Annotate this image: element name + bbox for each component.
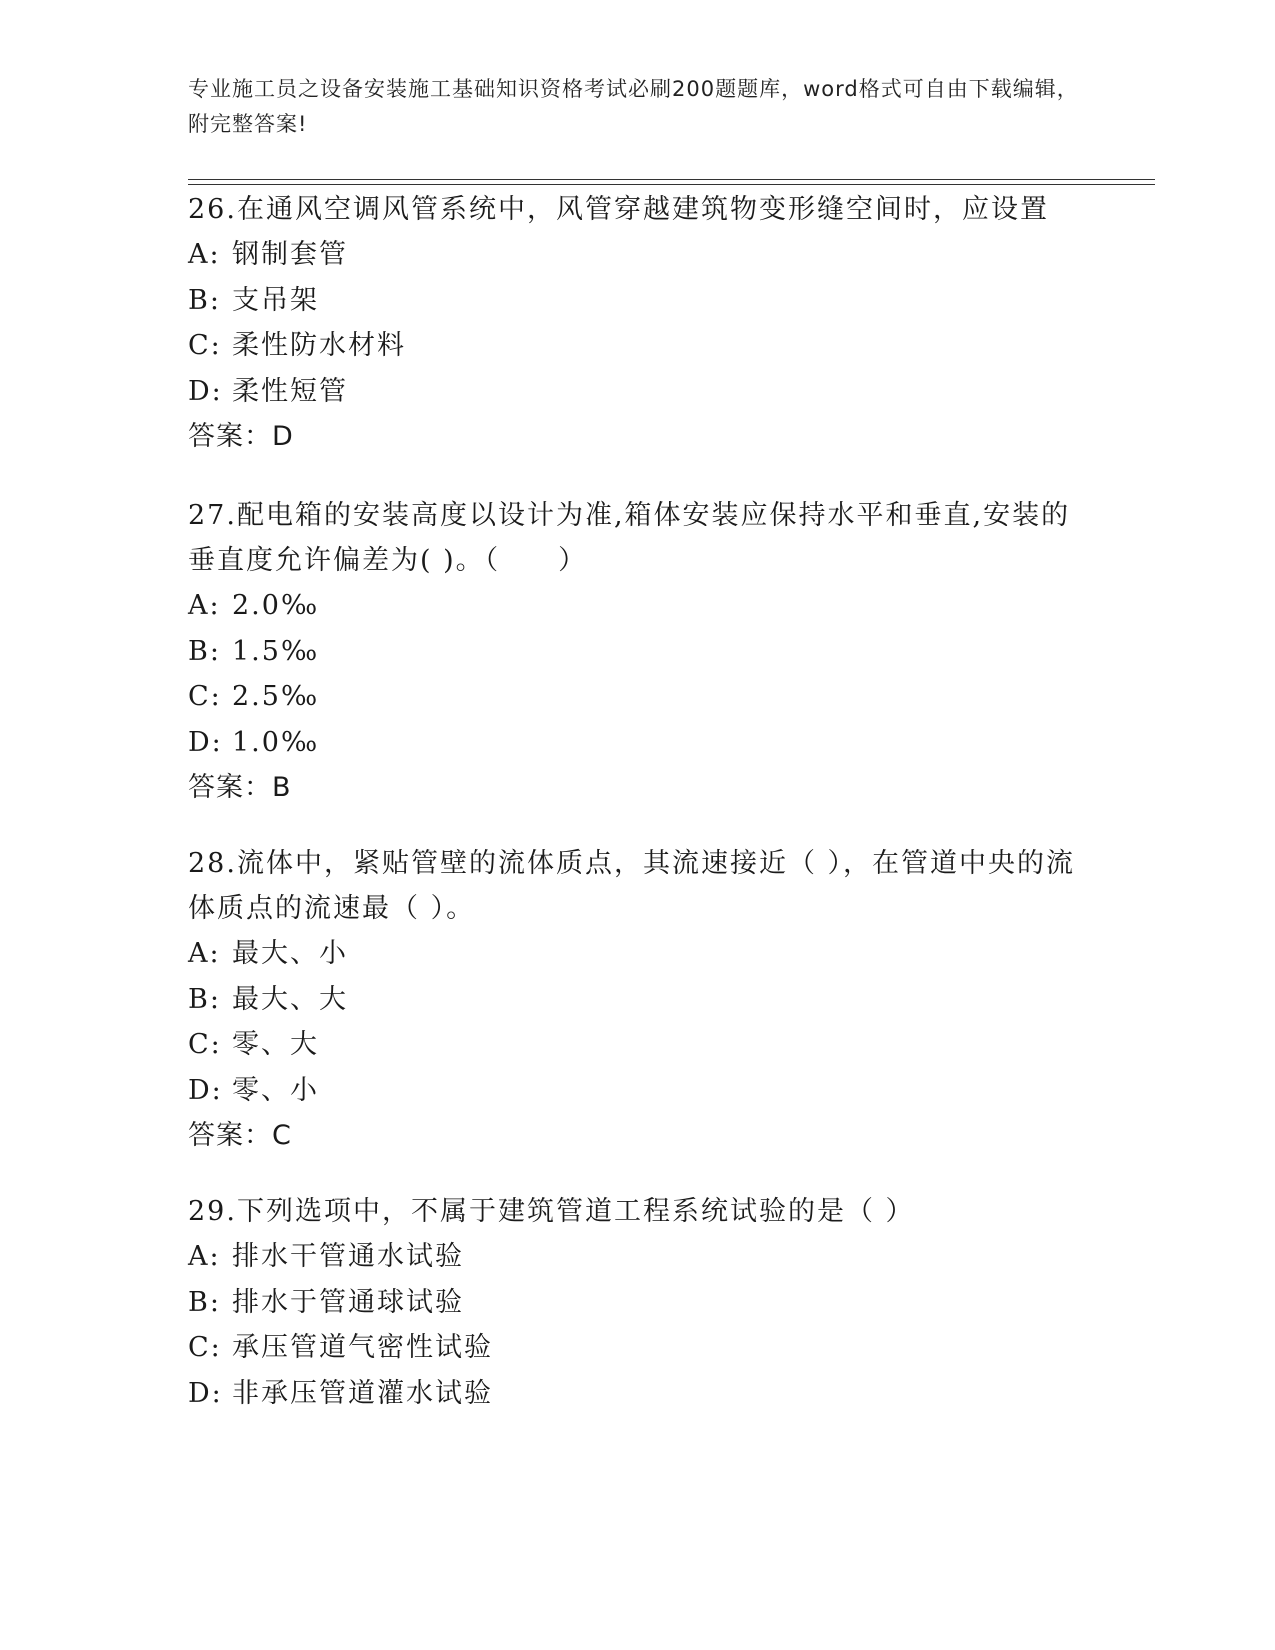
- question-stem: 27.配电箱的安装高度以设计为准,箱体安装应保持水平和垂直,安装的垂直度允许偏差为( )。（ ）: [188, 500, 1071, 576]
- option-text: 2.0‰: [232, 590, 320, 621]
- option-text: 承压管道气密性试验: [232, 1332, 493, 1363]
- option-text: 1.0‰: [232, 726, 320, 758]
- question-stem: 28.流体中，紧贴管壁的流体质点，其流速接近（ ），在管道中央的流体质点的流速最（ ）。: [188, 848, 1076, 924]
- option-key: B:: [188, 983, 221, 1015]
- answer-line: 答案：B: [188, 772, 292, 803]
- option-d: [188, 720, 1088, 766]
- option-text: 零、小: [232, 1074, 319, 1106]
- option-key: A:: [188, 590, 221, 621]
- option-a: [188, 931, 1088, 977]
- option-key: C:: [188, 681, 222, 712]
- option-a: [188, 1234, 1088, 1280]
- option-text: 零、大: [232, 1029, 319, 1060]
- option-text: 最大、小: [232, 938, 348, 969]
- option-c: [188, 323, 1088, 369]
- option-b: [188, 977, 1088, 1023]
- question-stem: 29.下列选项中，不属于建筑管道工程系统试验的是（ ）: [188, 1196, 915, 1227]
- option-key: C:: [188, 1332, 222, 1363]
- option-a: [188, 232, 1088, 278]
- option-key: B:: [188, 1286, 221, 1318]
- option-key: C:: [188, 1029, 222, 1060]
- option-key: B:: [188, 635, 221, 667]
- option-text: 2.5‰: [232, 681, 320, 712]
- option-key: A:: [188, 239, 221, 270]
- answer-line: 答案：D: [188, 421, 294, 452]
- header-divider-bottom: [188, 184, 1155, 185]
- option-a: [188, 583, 1088, 629]
- option-text: 钢制套管: [232, 239, 348, 270]
- question-stem: 26.在通风空调风管系统中，风管穿越建筑物变形缝空间时，应设置: [188, 194, 1049, 225]
- option-key: A:: [188, 938, 221, 969]
- option-text: 柔性短管: [232, 375, 348, 407]
- option-b: [188, 629, 1088, 675]
- document-header: 专业施工员之设备安装施工基础知识资格考试必刷200题题库，word格式可自由下载编辑，附完整答案!: [188, 77, 1079, 136]
- option-text: 柔性防水材料: [232, 330, 406, 361]
- answer-line: 答案：C: [188, 1120, 292, 1151]
- option-d: [188, 369, 1088, 415]
- question-29: [188, 1189, 1088, 1416]
- option-key: D:: [188, 1074, 223, 1106]
- option-c: [188, 674, 1088, 720]
- option-text: 支吊架: [232, 284, 319, 316]
- option-key: B:: [188, 284, 221, 316]
- option-b: [188, 1280, 1088, 1326]
- option-b: [188, 278, 1088, 324]
- option-key: A:: [188, 1241, 221, 1272]
- option-text: 排水于管通球试验: [232, 1286, 464, 1318]
- option-d: [188, 1068, 1088, 1114]
- option-text: 排水干管通水试验: [232, 1241, 464, 1272]
- question-26: [188, 187, 1088, 459]
- option-key: D:: [188, 375, 223, 407]
- option-c: [188, 1022, 1088, 1068]
- option-text: 最大、大: [232, 983, 348, 1015]
- option-d: [188, 1371, 1088, 1417]
- option-key: D:: [188, 1377, 223, 1409]
- option-key: C:: [188, 330, 222, 361]
- option-c: [188, 1325, 1088, 1371]
- option-key: D:: [188, 726, 223, 758]
- question-28: [188, 841, 1088, 1158]
- question-27: [188, 493, 1088, 810]
- header-divider-top: [188, 179, 1155, 180]
- option-text: 非承压管道灌水试验: [232, 1377, 493, 1409]
- option-text: 1.5‰: [232, 635, 320, 667]
